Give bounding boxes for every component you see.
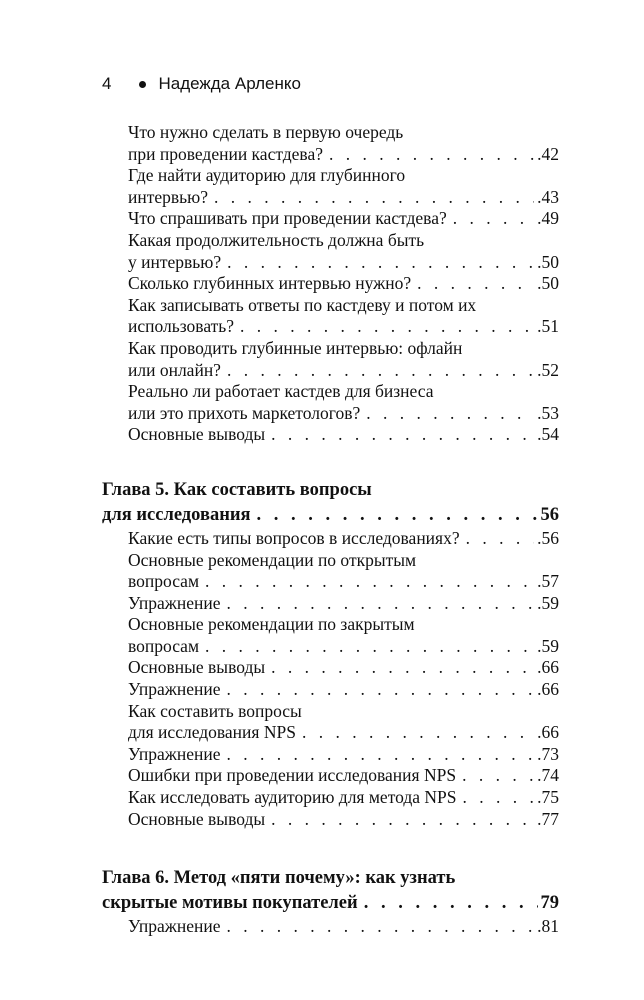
toc-chapter-6[interactable] (102, 866, 559, 916)
toc-entry-page-number: .54 (537, 424, 559, 445)
toc-entry-page-number: .66 (537, 722, 559, 743)
toc-section-chapter4-items (102, 122, 559, 446)
dot-leader (257, 503, 538, 528)
toc-section-chapter5-items (102, 528, 559, 830)
toc-entry[interactable] (102, 122, 559, 165)
chapter-title-line: для исследования (102, 504, 251, 525)
toc-entry-title-line: Упражнение (128, 592, 221, 613)
toc-entry-title-line: у интервью? (128, 251, 222, 272)
toc-entry-page-number: .74 (537, 765, 559, 786)
dot-leader (417, 273, 534, 295)
toc-entry[interactable] (102, 809, 559, 831)
dot-leader (240, 316, 534, 338)
dot-leader (227, 360, 534, 382)
dot-leader (271, 657, 534, 679)
toc-entry[interactable] (102, 230, 559, 273)
toc-entry-title-line: Как составить вопросы (128, 700, 302, 721)
toc-entry-page-number: .73 (537, 743, 559, 764)
toc-entry-title-line: Что нужно сделать в первую очередь (128, 122, 404, 142)
running-header (102, 74, 301, 94)
toc-entry[interactable] (102, 381, 559, 424)
bullet-separator (139, 81, 146, 88)
toc-entry-page-number: .56 (537, 527, 559, 548)
toc-entry-page-number: .52 (537, 359, 559, 380)
toc-entry-title-line: или это прихоть маркетологов? (128, 402, 361, 423)
toc-entry[interactable] (102, 765, 559, 787)
toc-entry[interactable] (102, 679, 559, 701)
toc-section-chapter6-items (102, 916, 559, 938)
dot-leader (364, 891, 538, 916)
toc-entry-page-number: .77 (537, 808, 559, 829)
toc-entry-page-number: .59 (537, 635, 559, 656)
toc-entry-page-number: .53 (537, 402, 559, 423)
toc-entry[interactable] (102, 273, 559, 295)
toc-entry-page-number: .66 (537, 657, 559, 678)
toc-entry[interactable] (102, 165, 559, 208)
dot-leader (463, 787, 535, 809)
toc-entry-page-number: .66 (537, 679, 559, 700)
dot-leader (466, 528, 535, 550)
toc-entry-title-line: для исследования NPS (128, 722, 296, 743)
toc-entry[interactable] (102, 338, 559, 381)
dot-leader (271, 424, 534, 446)
dot-leader (205, 636, 534, 658)
toc-entry-page-number: .51 (537, 316, 559, 337)
toc-entry[interactable] (102, 528, 559, 550)
toc-entry-title-line: при проведении кастдева? (128, 143, 323, 164)
toc-entry-page-number: .59 (537, 592, 559, 613)
dot-leader (226, 679, 534, 701)
toc-entry-title-line: использовать? (128, 316, 235, 337)
toc-entry-title-line: Основные рекомендации по закрытым (128, 614, 415, 635)
dot-leader (226, 916, 534, 938)
toc-entry-page-number: .42 (537, 143, 559, 164)
toc-entry-title-line: Как записывать ответы по кастдеву и потом их (128, 294, 477, 315)
toc-entry-title-line: Упражнение (128, 679, 221, 700)
toc-entry-title-line: Основные выводы (128, 808, 266, 829)
dot-leader (227, 252, 534, 274)
dot-leader (462, 765, 534, 787)
toc-entry-title-line: вопросам (128, 571, 200, 592)
toc-entry-page-number: .75 (537, 787, 559, 808)
toc-entry-title-line: Где найти аудиторию для глубинного (128, 165, 406, 186)
toc-entry[interactable] (102, 208, 559, 230)
toc-entry-title-line: вопросам (128, 635, 200, 656)
toc-entry[interactable] (102, 787, 559, 809)
toc-entry-title-line: Как исследовать аудиторию для метода NPS (128, 787, 457, 808)
toc-entry-page-number: .50 (537, 251, 559, 272)
toc-entry-title-line: или онлайн? (128, 359, 221, 380)
toc-entry[interactable] (102, 593, 559, 615)
dot-leader (271, 809, 534, 831)
author-name: Надежда Арленко (158, 74, 301, 93)
chapter-title-line: Глава 6. Метод «пяти почему»: как узнать (102, 868, 456, 889)
toc-entry-title-line: Основные рекомендации по открытым (128, 549, 417, 570)
toc-entry-title-line: Реально ли работает кастдев для бизнеса (128, 381, 434, 402)
toc-entry-page-number: .50 (537, 273, 559, 294)
toc-entry-title-line: Ошибки при проведении исследования NPS (128, 765, 457, 786)
dot-leader (366, 403, 534, 425)
toc-entry-page-number: .57 (537, 571, 559, 592)
toc-entry[interactable] (102, 550, 559, 593)
toc-entry-title-line: Какая продолжительность должна быть (128, 229, 425, 250)
toc-entry-page-number: .43 (537, 186, 559, 207)
dot-leader (329, 144, 534, 166)
toc-entry[interactable] (102, 701, 559, 744)
toc-entry[interactable] (102, 916, 559, 938)
toc-entry-title-line: Основные выводы (128, 657, 266, 678)
dot-leader (453, 208, 534, 230)
toc-entry-title-line: Упражнение (128, 743, 221, 764)
page-number: 4 (102, 74, 112, 93)
dot-leader (226, 593, 534, 615)
chapter-title-line: Глава 5. Как составить вопросы (102, 479, 372, 500)
chapter-page-number: 56 (540, 504, 559, 525)
toc-entry-title-line: интервью? (128, 186, 208, 207)
dot-leader (205, 571, 534, 593)
toc-entry-title-line: Какие есть типы вопросов в исследованиях? (128, 527, 460, 548)
toc-entry[interactable] (102, 614, 559, 657)
toc-entry-page-number: .49 (537, 208, 559, 229)
toc-entry-title-line: Упражнение (128, 916, 221, 937)
toc-entry-title-line: Что спрашивать при проведении кастдева? (128, 208, 447, 229)
toc-entry-page-number: .81 (537, 916, 559, 937)
toc-entry[interactable] (102, 744, 559, 766)
table-of-contents (102, 122, 559, 938)
toc-entry[interactable] (102, 295, 559, 338)
dot-leader (214, 187, 534, 209)
toc-entry[interactable] (102, 424, 559, 446)
toc-entry[interactable] (102, 657, 559, 679)
toc-entry-title-line: Как проводить глубинные интервью: офлайн (128, 337, 463, 358)
chapter-title-line: скрытые мотивы покупателей (102, 893, 358, 914)
dot-leader (302, 722, 534, 744)
toc-entry-title-line: Основные выводы (128, 424, 266, 445)
chapter-page-number: 79 (540, 893, 559, 914)
toc-chapter-5[interactable] (102, 478, 559, 528)
dot-leader (226, 744, 534, 766)
toc-entry-title-line: Сколько глубинных интервью нужно? (128, 273, 412, 294)
